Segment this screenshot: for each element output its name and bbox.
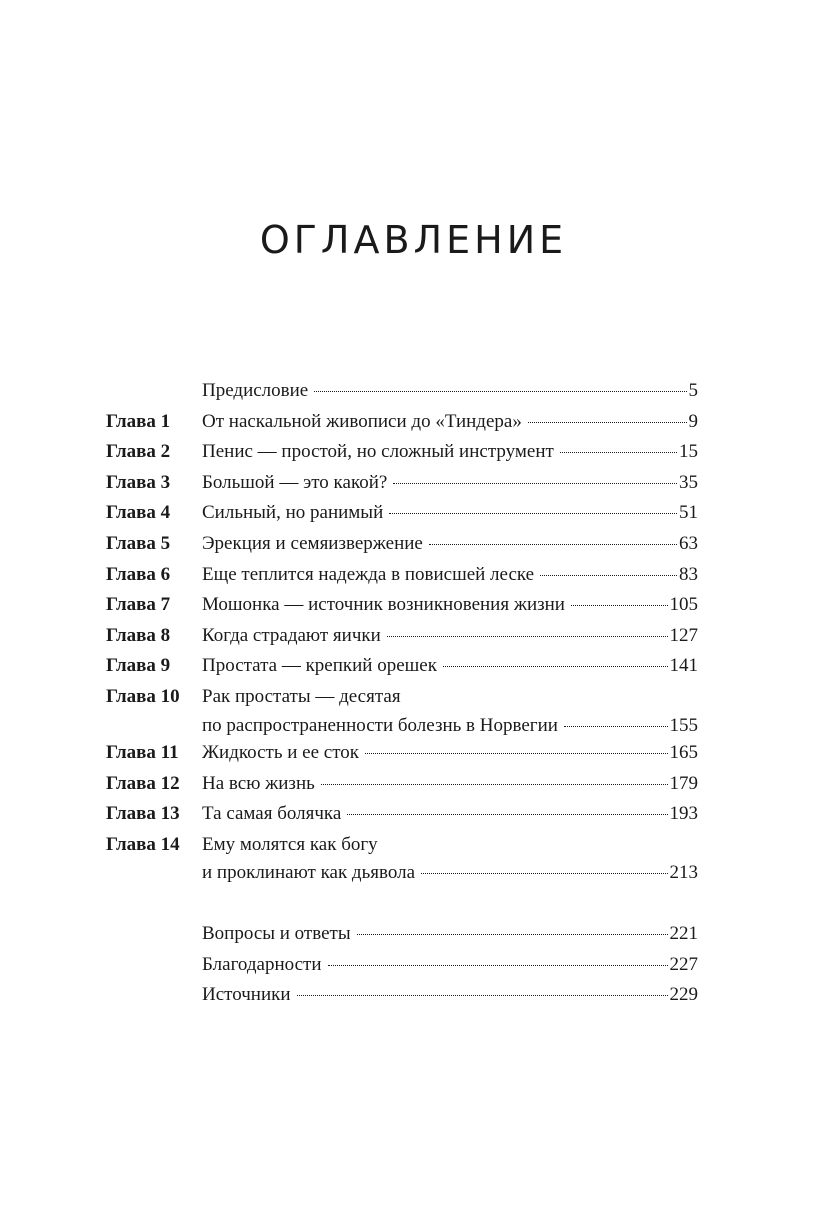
entry-body — [202, 529, 698, 560]
entry-title: Еще теплится надежда в повисшей леске — [202, 563, 535, 585]
chapter-label: Глава 6 — [106, 563, 171, 585]
entry-title: Когда страдают яички — [202, 624, 381, 646]
entry-title: Мошонка — источник возникновения жизни — [202, 594, 565, 616]
toc-entry — [106, 407, 698, 438]
dot-leader — [564, 726, 668, 727]
entry-title: От наскальной живописи до «Тиндера» — [202, 410, 522, 432]
dot-leader — [393, 483, 677, 484]
entry-last-line — [202, 407, 698, 438]
dot-leader — [528, 422, 687, 423]
chapter-label: Глава 12 — [106, 772, 180, 794]
dot-leader — [540, 575, 677, 576]
entry-title: Пенис — простой, но сложный инструмент — [202, 441, 554, 463]
chapter-label: Глава 2 — [106, 441, 171, 463]
toc-entry — [106, 468, 698, 499]
entry-last-line — [202, 919, 698, 950]
entry-body — [202, 799, 698, 830]
dot-leader — [357, 934, 668, 935]
entry-title: по распространенности болезнь в Норвегии — [202, 714, 558, 736]
entry-last-line — [202, 590, 698, 621]
chapter-label: Глава 11 — [106, 742, 179, 764]
toc-entry — [106, 651, 698, 682]
page-title: ОГЛАВЛЕНИЕ — [259, 218, 568, 262]
entry-body — [202, 651, 698, 682]
page-number: 83 — [679, 563, 698, 585]
entry-last-line — [202, 560, 698, 591]
page-number: 229 — [669, 984, 698, 1006]
entry-last-line — [202, 738, 698, 769]
toc-entry — [106, 529, 698, 560]
toc-chapters-group — [106, 376, 698, 886]
chapter-label: Глава 5 — [106, 532, 171, 554]
entry-last-line — [202, 498, 698, 529]
dot-leader — [443, 666, 668, 667]
toc-entry — [106, 437, 698, 468]
entry-body — [202, 376, 698, 407]
entry-last-line — [202, 529, 698, 560]
entry-title: и проклинают как дьявола — [202, 862, 415, 884]
entry-body — [202, 560, 698, 591]
dot-leader — [571, 605, 668, 606]
entry-title: Вопросы и ответы — [202, 922, 351, 944]
page-number: 51 — [679, 502, 698, 524]
entry-last-line — [202, 651, 698, 682]
entry-last-line — [202, 769, 698, 800]
chapter-label: Глава 10 — [106, 685, 180, 707]
entry-last-line — [202, 437, 698, 468]
dot-leader — [387, 636, 668, 637]
entry-title-line: Ему молятся как богу — [202, 833, 378, 855]
entry-title: Большой — это какой? — [202, 471, 388, 493]
entry-title: На всю жизнь — [202, 772, 315, 794]
page-number: 227 — [669, 953, 698, 975]
page-number: 35 — [679, 471, 698, 493]
dot-leader — [347, 814, 667, 815]
page-number: 141 — [669, 655, 698, 677]
entry-body — [202, 407, 698, 438]
dot-leader — [314, 391, 686, 392]
entry-last-line — [202, 950, 698, 981]
toc-entry — [106, 950, 698, 981]
toc-entry — [106, 980, 698, 1011]
entry-title: Предисловие — [202, 380, 309, 401]
toc-entry — [106, 376, 698, 407]
chapter-label: Глава 9 — [106, 655, 171, 677]
chapter-label: Глава 8 — [106, 624, 171, 646]
entry-body — [202, 830, 698, 886]
chapter-label: Глава 1 — [106, 410, 171, 432]
entry-title: Простата — крепкий орешек — [202, 655, 437, 677]
page-number: 63 — [679, 532, 698, 554]
chapter-label: Глава 14 — [106, 833, 180, 855]
toc-entry — [106, 560, 698, 591]
table-of-contents — [106, 376, 698, 1011]
dot-leader — [297, 995, 668, 996]
toc-entry — [106, 682, 698, 738]
page-number: 193 — [669, 803, 698, 825]
toc-entry — [106, 769, 698, 800]
chapter-label: Глава 3 — [106, 471, 171, 493]
entry-body — [202, 437, 698, 468]
entry-last-line — [202, 860, 698, 886]
page-number: 213 — [669, 862, 698, 884]
page-number: 155 — [669, 714, 698, 736]
entry-last-line — [202, 799, 698, 830]
entry-body — [202, 498, 698, 529]
entry-body — [202, 980, 698, 1011]
entry-last-line — [202, 376, 698, 407]
entry-body — [202, 738, 698, 769]
entry-title: Та самая болячка — [202, 803, 342, 825]
dot-leader — [365, 753, 667, 754]
page-number: 165 — [669, 742, 698, 764]
toc-entry — [106, 919, 698, 950]
chapter-label: Глава 4 — [106, 502, 171, 524]
entry-last-line — [202, 980, 698, 1011]
dot-leader — [389, 513, 677, 514]
entry-body — [202, 950, 698, 981]
dot-leader — [429, 544, 677, 545]
toc-entry — [106, 621, 698, 652]
toc-appendix-group — [106, 919, 698, 1011]
page-number: 105 — [669, 594, 698, 616]
toc-entry — [106, 830, 698, 886]
entry-body — [202, 682, 698, 738]
entry-body — [202, 621, 698, 652]
toc-entry — [106, 590, 698, 621]
entry-title: Источники — [202, 984, 291, 1006]
page-number: 127 — [669, 624, 698, 646]
dot-leader — [560, 452, 677, 453]
entry-body — [202, 769, 698, 800]
chapter-label: Глава 13 — [106, 803, 180, 825]
page-number: 15 — [679, 441, 698, 463]
chapter-label: Глава 7 — [106, 594, 171, 616]
page-number: 9 — [688, 410, 698, 432]
entry-last-line — [202, 468, 698, 499]
page-number: 5 — [688, 380, 698, 401]
toc-entry — [106, 738, 698, 769]
page-number: 179 — [669, 772, 698, 794]
page-number: 221 — [669, 922, 698, 944]
entry-body — [202, 590, 698, 621]
entry-title: Жидкость и ее сток — [202, 742, 360, 764]
entry-last-line — [202, 713, 698, 739]
entry-last-line — [202, 621, 698, 652]
toc-entry — [106, 799, 698, 830]
entry-body — [202, 919, 698, 950]
entry-title-line: Рак простаты — десятая — [202, 685, 401, 707]
dot-leader — [421, 873, 668, 874]
entry-body — [202, 468, 698, 499]
dot-leader — [321, 784, 668, 785]
entry-title: Сильный, но ранимый — [202, 502, 384, 524]
toc-entry — [106, 498, 698, 529]
entry-title: Эрекция и семяизвержение — [202, 532, 423, 554]
dot-leader — [328, 965, 668, 966]
entry-title: Благодарности — [202, 953, 322, 975]
